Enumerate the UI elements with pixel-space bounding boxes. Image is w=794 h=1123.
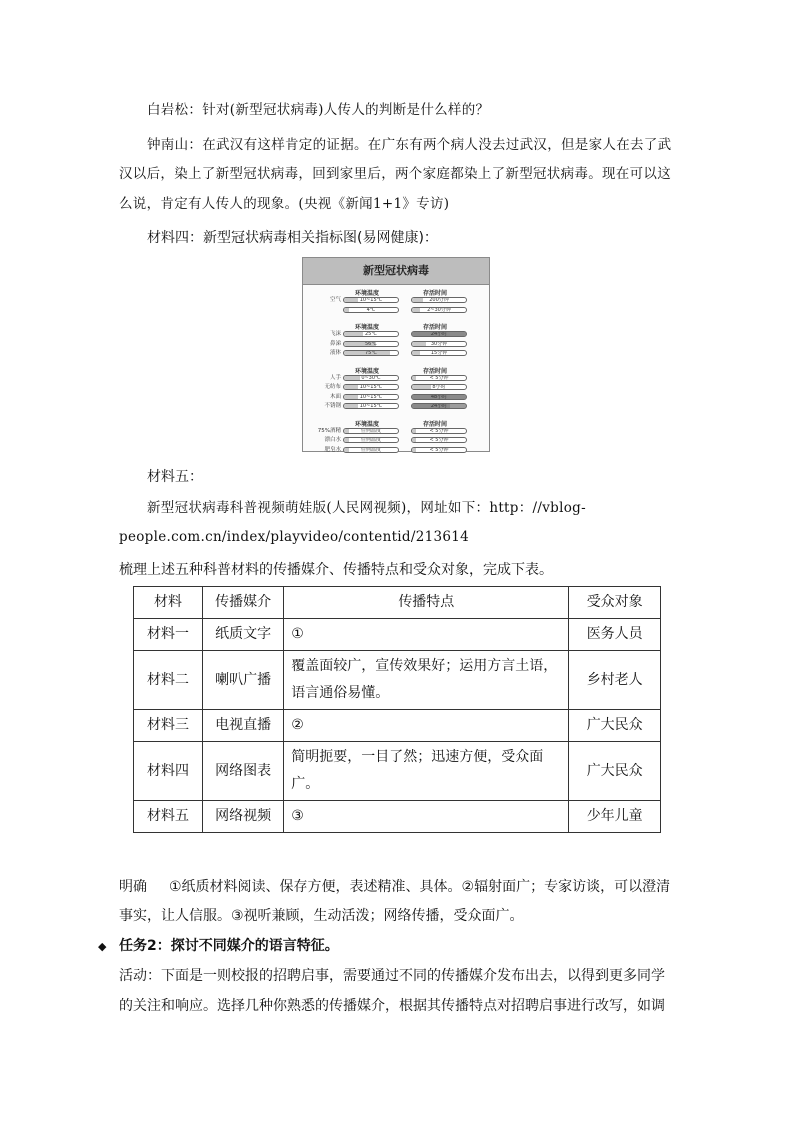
survival-time-pill xyxy=(411,350,467,356)
task2-line2: 的关注和响应。选择几种你熟悉的传播媒介，根据其传播特点对招聘启事进行改写，如调 xyxy=(119,998,665,1014)
figure-header-temperature: 环境温度 xyxy=(355,420,380,428)
figure-row-label: 飞沫 xyxy=(329,331,341,337)
table-cell: 材料二 xyxy=(134,651,203,710)
temperature-pill-fill xyxy=(344,308,349,312)
table-row xyxy=(134,710,661,742)
survival-time-pill-fill xyxy=(412,448,416,452)
figure-row xyxy=(303,340,489,348)
table-cell: 材料四 xyxy=(134,742,203,801)
table-header-cell: 传播媒介 xyxy=(202,587,283,619)
temperature-pill-text: 10~15℃ xyxy=(359,297,383,303)
figure-row-label: 漂白水 xyxy=(324,437,341,443)
table-header-cell: 材料 xyxy=(134,587,203,619)
material4-heading: 材料四：新型冠状病毒相关指标图(易网健康)： xyxy=(147,230,438,246)
figure-row-label: 不锈钢 xyxy=(324,403,341,409)
table-row xyxy=(134,651,661,710)
answer-text-line1: ①纸质材料阅读、保存方便，表述精准、具体。②辐射面广；专家访谈，可以澄清 xyxy=(169,879,671,895)
material5-desc-line2: people.com.cn/index/playvideo/contentid/213614 xyxy=(119,529,470,545)
table-cell: 医务人员 xyxy=(569,619,661,651)
survival-time-pill-text: 2~30分钟 xyxy=(427,306,451,313)
survival-time-pill xyxy=(411,447,467,453)
table-header-row xyxy=(134,587,661,619)
table-row xyxy=(134,801,661,833)
figure-row xyxy=(303,383,489,391)
survival-time-pill-text: < 5分钟 xyxy=(429,427,449,434)
temperature-pill-text: 10~15℃ xyxy=(359,384,383,390)
temperature-pill xyxy=(343,403,399,409)
temperature-pill xyxy=(343,297,399,303)
survival-time-pill-text: 8小时 xyxy=(432,384,446,390)
figure-row-label: 木面 xyxy=(329,393,341,400)
survival-time-pill-fill xyxy=(412,438,416,442)
temperature-pill-fill xyxy=(344,385,358,389)
temperature-pill-fill xyxy=(344,448,349,452)
table-cell: 电视直播 xyxy=(202,710,283,742)
survival-time-pill-text: 200分钟 xyxy=(429,297,449,303)
survival-time-pill xyxy=(411,403,467,409)
temperature-pill-text: 任何温度 xyxy=(360,446,381,453)
survival-time-pill-fill xyxy=(412,385,431,389)
figure-row xyxy=(303,296,489,304)
table-cell: 材料一 xyxy=(134,619,203,651)
survival-time-pill-text: < 5分钟 xyxy=(429,374,449,381)
temperature-pill xyxy=(343,341,399,347)
temperature-pill-text: 75℃ xyxy=(365,350,377,356)
material5-desc-line1: 新型冠状病毒科普视频萌娃版(人民网视频)，网址如下：http：//vblog- xyxy=(147,500,586,516)
table-cell: 材料三 xyxy=(134,710,203,742)
temperature-pill-fill xyxy=(344,438,349,442)
figure-header-survival-time: 存活时间 xyxy=(423,324,448,331)
interview-answer-line2: 汉以后，染上了新型冠状病毒，回到家里后，两个家庭都染上了新型冠状病毒。现在可以这 xyxy=(119,166,671,182)
survival-time-pill-text: < 5分钟 xyxy=(429,446,449,453)
table-cell: 简明扼要，一目了然；迅速方便，受众面广。 xyxy=(284,742,569,801)
survival-time-pill-text: 15分钟 xyxy=(430,350,448,356)
answer-line1 xyxy=(119,877,670,897)
answer-label: 明确 xyxy=(119,879,147,895)
table-cell: 网络视频 xyxy=(202,801,283,833)
table-cell: ① xyxy=(284,619,569,651)
figure-row xyxy=(303,436,489,444)
table-cell: 广大民众 xyxy=(569,742,661,801)
answer-line2: 事实，让人信服。③视听兼顾，生动活泼；网络传播，受众面广。 xyxy=(119,908,524,924)
survival-time-pill xyxy=(411,297,467,303)
summary-table xyxy=(133,586,661,833)
survival-time-pill xyxy=(411,331,467,337)
table-header-cell: 受众对象 xyxy=(569,587,661,619)
survival-time-pill xyxy=(411,437,467,443)
temperature-pill-fill xyxy=(344,395,358,399)
table-cell: 网络图表 xyxy=(202,742,283,801)
table-cell: ③ xyxy=(284,801,569,833)
figure-row xyxy=(303,330,489,338)
temperature-pill-text: 任何温度 xyxy=(360,437,381,443)
interview-answer-line1: 钟南山：在武汉有这样肯定的证据。在广东有两个病人没去过武汉，但是家人在去了武 xyxy=(147,137,672,153)
table-cell: 覆盖面较广，宣传效果好；运用方言土语，语言通俗易懂。 xyxy=(284,651,569,710)
figure-header-survival-time: 存活时间 xyxy=(423,290,448,297)
temperature-pill-fill xyxy=(344,298,358,302)
survival-time-pill xyxy=(411,428,467,434)
survival-time-pill-fill xyxy=(412,351,420,355)
figure-row-label: 空气 xyxy=(329,297,341,303)
temperature-pill xyxy=(343,350,399,356)
temperature-pill-text: 10~15℃ xyxy=(359,403,383,409)
survival-time-pill-fill xyxy=(412,298,423,302)
survival-time-pill-fill xyxy=(412,308,420,312)
figure-row xyxy=(303,402,489,410)
figure-header-temperature: 环境温度 xyxy=(355,324,380,331)
table-cell: ② xyxy=(284,710,569,742)
temperature-pill xyxy=(343,437,399,443)
temperature-pill-fill xyxy=(344,376,360,380)
survival-time-pill xyxy=(411,307,467,313)
task2-line1: 活动：下面是一则校报的招聘启事，需要通过不同的传播媒介发布出去，以得到更多同学 xyxy=(119,968,665,984)
survival-time-pill-text: 48小时 xyxy=(430,393,448,400)
table-cell: 乡村老人 xyxy=(569,651,661,710)
temperature-pill xyxy=(343,375,399,381)
figure-row xyxy=(303,374,489,382)
temperature-pill xyxy=(343,428,399,434)
figure-row-label: 液体 xyxy=(329,350,341,356)
table-cell: 少年儿童 xyxy=(569,801,661,833)
temperature-pill xyxy=(343,384,399,390)
figure-row-label: 无纺布 xyxy=(324,384,341,390)
table-cell: 广大民众 xyxy=(569,710,661,742)
virus-indicator-figure xyxy=(302,257,490,452)
task2-title: 任务2：探讨不同媒介的语言特征。 xyxy=(119,938,339,954)
temperature-pill xyxy=(343,394,399,400)
table-cell: 喇叭广播 xyxy=(202,651,283,710)
instruction: 梳理上述五种科普材料的传播媒介、传播特点和受众对象，完成下表。 xyxy=(119,562,553,578)
survival-time-pill-text: 30分钟 xyxy=(430,340,448,347)
table-row xyxy=(134,742,661,801)
figure-header-temperature: 环境温度 xyxy=(355,290,380,297)
temperature-pill-text: 10~15℃ xyxy=(359,393,383,400)
temperature-pill-fill xyxy=(344,332,363,336)
temperature-pill-text: 4℃ xyxy=(366,306,376,313)
survival-time-pill-text: < 5分钟 xyxy=(429,437,449,443)
temperature-pill xyxy=(343,447,399,453)
survival-time-pill xyxy=(411,384,467,390)
survival-time-pill-fill xyxy=(412,429,416,433)
survival-time-pill-fill xyxy=(412,376,416,380)
figure-row xyxy=(303,306,489,314)
survival-time-pill-text: 24小时 xyxy=(430,403,448,409)
figure-row xyxy=(303,427,489,435)
table-header-cell: 传播特点 xyxy=(284,587,569,619)
survival-time-pill xyxy=(411,375,467,381)
figure-row xyxy=(303,349,489,357)
temperature-pill xyxy=(343,307,399,313)
table-row xyxy=(134,619,661,651)
figure-title: 新型冠状病毒 xyxy=(303,258,489,285)
temperature-pill-text: 任何温度 xyxy=(360,427,381,434)
figure-row-label: 75%酒精 xyxy=(317,427,341,434)
figure-header-survival-time: 存活时间 xyxy=(423,420,448,428)
interview-question: 白岩松：针对(新型冠状病毒)人传人的判断是什么样的？ xyxy=(147,102,490,118)
survival-time-pill-text: 24小时 xyxy=(430,331,448,337)
temperature-pill-fill xyxy=(344,429,349,433)
interview-answer-line3: 么说，肯定有人传人的现象。(央视《新闻1+1》专访) xyxy=(119,196,450,212)
survival-time-pill xyxy=(411,394,467,400)
table-cell: 纸质文字 xyxy=(202,619,283,651)
material5-heading: 材料五： xyxy=(147,469,203,485)
temperature-pill xyxy=(343,331,399,337)
survival-time-pill-fill xyxy=(412,342,426,346)
table-cell: 材料五 xyxy=(134,801,203,833)
figure-header-temperature: 环境温度 xyxy=(355,367,380,375)
survival-time-pill xyxy=(411,341,467,347)
figure-row-label: 人手 xyxy=(329,374,341,381)
figure-row xyxy=(303,446,489,454)
temperature-pill-text: 0~30℃ xyxy=(361,374,381,381)
figure-row-label: 鼻涕 xyxy=(329,340,341,347)
temperature-pill-fill xyxy=(344,404,358,408)
figure-header-survival-time: 存活时间 xyxy=(423,367,448,375)
temperature-pill-text: 25℃ xyxy=(365,331,377,337)
temperature-pill-text: 56℃ xyxy=(365,340,377,347)
figure-row-label: 肥皂水 xyxy=(324,446,341,453)
figure-row xyxy=(303,393,489,401)
diamond-bullet-icon: ◆ xyxy=(98,940,107,953)
